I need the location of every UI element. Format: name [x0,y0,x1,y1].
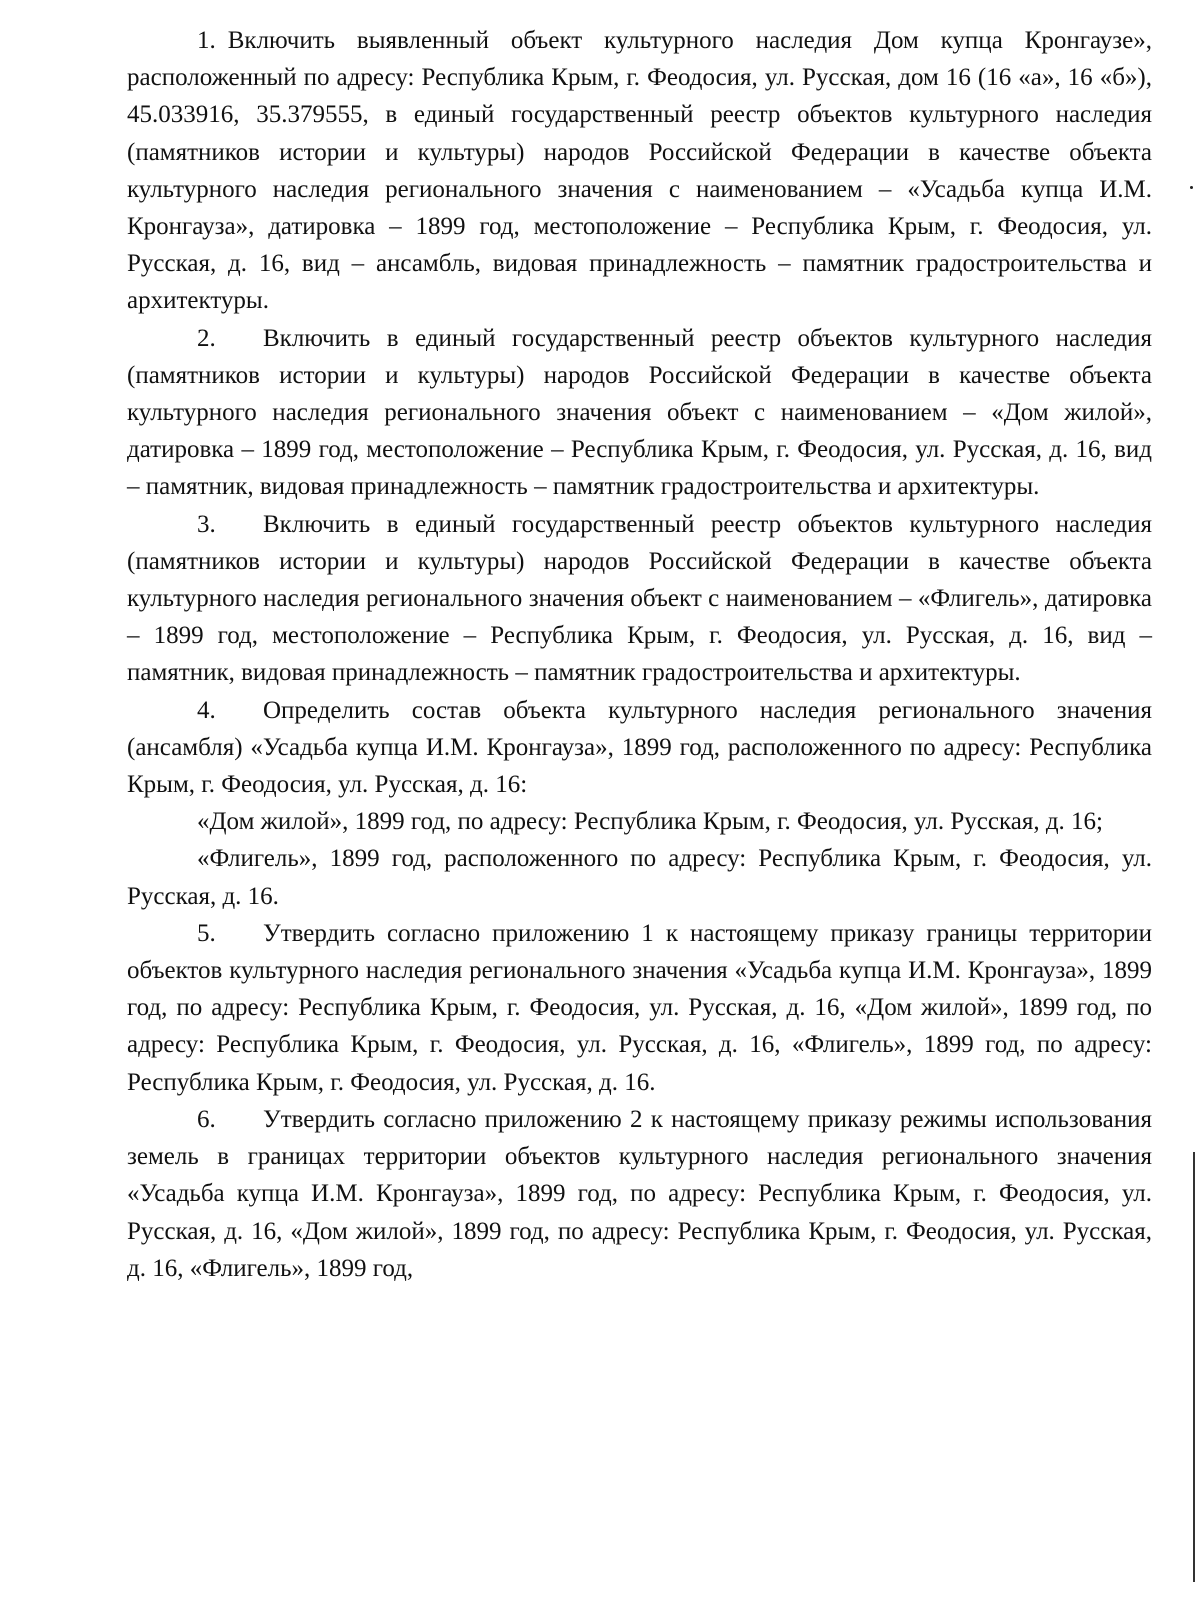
paragraph-item-3 [127,506,1152,692]
item-number: 3. [197,510,216,538]
paragraph-item-4 [127,692,1152,804]
item-number: 2. [197,324,216,352]
item-number: 1. [197,27,216,54]
item-number: 4. [197,696,216,724]
scan-edge-line [1193,1152,1195,1582]
item-text: Включить в единый государственный реестр объектов культурного наследия (памятников истории и культуры) народов Российской Федерации в качестве объекта культурного наследия регионального значения объект с наименованием – «Дом жилой», датировка – 1899 год, местоположение – Республика Крым, г. Феодосия, ул. Русская, д. 16, вид – памятник, видовая принадлежность – памятник градостроительства и архитектуры. [127,324,1152,501]
item-number: 6. [197,1105,216,1133]
item-text: Утвердить согласно приложению 1 к настоящему приказу границы территории объектов культурного наследия регионального значения «Усадьба купца И.М. Кронгауза», 1899 год, по адресу: Республика Крым, г. Феодосия, ул. Русская, д. 16, «Дом жилой», 1899 год, по адресу: Республика Крым, г. Феодосия, ул. Русская, д. 16, «Флигель», 1899 год, по адресу: Республика Крым, г. Феодосия, ул. Русская, д. 16. [127,919,1152,1096]
paragraph-item-5 [127,915,1152,1101]
paragraph-item-1 [127,22,1152,320]
paragraph-item-6 [127,1101,1152,1287]
item-text: Включить выявленный объект культурного наследия Дом купца Кронгаузе», расположенный по адресу: Республика Крым, г. Феодосия, ул. Русская, дом 16 (16 «а», 16 «б»), 45.033916, 35.379555, в единый государственный реестр объектов культурного наследия (памятников истории и культуры) народов Российской Федерации в качестве объекта культурного наследия регионального значения с наименованием – «Усадьба купца И.М. Кронгауза», датировка – 1899 год, местоположение – Республика Крым, г. Феодосия, ул. Русская, д. 16, вид – ансамбль, видовая принадлежность – памятник градостроительства и архитектуры. [127,27,1152,315]
item-number: 5. [197,919,216,947]
document-body [127,22,1152,1287]
sub-item-fligel: «Флигель», 1899 год, расположенного по адресу: Республика Крым, г. Феодосия, ул. Русская, д. 16. [127,845,1152,910]
scan-speck [1190,186,1193,189]
item-text: Определить состав объекта культурного наследия регионального значения (ансамбля) «Усадьба купца И.М. Кронгауза», 1899 год, расположенного по адресу: Республика Крым, г. Феодосия, ул. Русская, д. 16: [127,696,1152,799]
item-text: Включить в единый государственный реестр объектов культурного наследия (памятников истории и культуры) народов Российской Федерации в качестве объекта культурного наследия регионального значения объект с наименованием – «Флигель», датировка – 1899 год, местоположение – Республика Крым, г. Феодосия, ул. Русская, д. 16, вид – памятник, видовая принадлежность – памятник градостроительства и архитектуры. [127,510,1152,687]
paragraph-item-2 [127,320,1152,506]
item-text: Утвердить согласно приложению 2 к настоящему приказу режимы использования земель в границах территории объектов культурного наследия регионального значения «Усадьба купца И.М. Кронгауза», 1899 год, по адресу: Республика Крым, г. Феодосия, ул. Русская, д. 16, «Дом жилой», 1899 год, по адресу: Республика Крым, г. Феодосия, ул. Русская, д. 16, «Флигель», 1899 год, [127,1105,1152,1282]
sub-item-dom-zhiloy: «Дом жилой», 1899 год, по адресу: Республика Крым, г. Феодосия, ул. Русская, д. 16; [197,808,1104,836]
